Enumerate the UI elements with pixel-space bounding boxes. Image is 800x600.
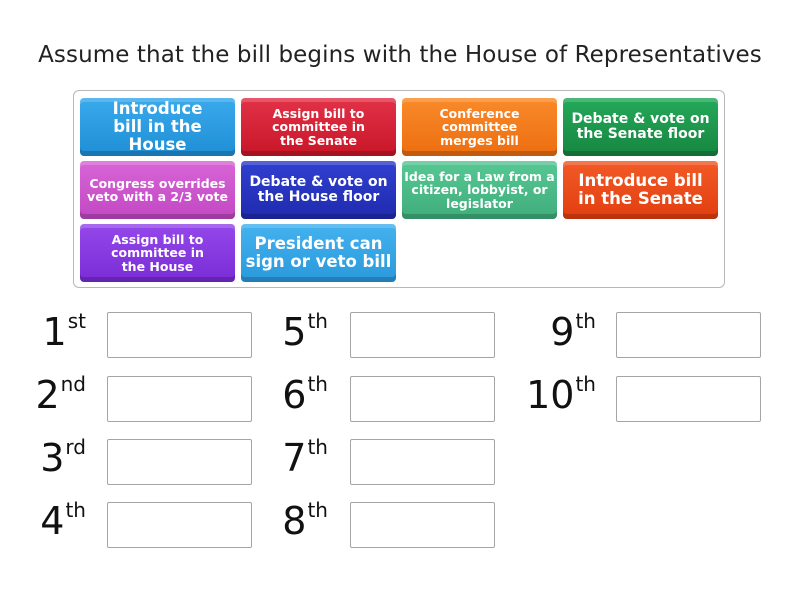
slot-label-1: 1st [42, 309, 86, 354]
slot-label-8: 8th [282, 498, 328, 543]
slot-label-6: 6th [282, 372, 328, 417]
tile-idea-for-law[interactable]: Idea for a Law from a citizen, lobbyist, or legislator [402, 161, 557, 219]
slot-label-3: 3rd [40, 435, 86, 480]
instruction-title: Assume that the bill begins with the House of Representatives [38, 42, 762, 68]
drop-slot-9[interactable] [616, 312, 761, 358]
slot-label-10: 10th [526, 372, 596, 417]
drop-slot-1[interactable] [107, 312, 252, 358]
drop-slot-3[interactable] [107, 439, 252, 485]
tile-tray [73, 90, 725, 288]
tile-congress-overrides-veto[interactable]: Congress overrides veto with a 2/3 vote [80, 161, 235, 219]
slot-label-7: 7th [282, 435, 328, 480]
slot-label-9: 9th [550, 309, 596, 354]
drop-slot-10[interactable] [616, 376, 761, 422]
tile-conference-committee[interactable]: Conference committee merges bill [402, 98, 557, 156]
drop-slot-5[interactable] [350, 312, 495, 358]
tile-assign-committee-senate[interactable]: Assign bill to committee in the Senate [241, 98, 396, 156]
drop-slot-6[interactable] [350, 376, 495, 422]
tile-assign-committee-house[interactable]: Assign bill to committee in the House [80, 224, 235, 282]
tile-debate-house-floor[interactable]: Debate & vote on the House floor [241, 161, 396, 219]
drop-slot-8[interactable] [350, 502, 495, 548]
drop-slot-7[interactable] [350, 439, 495, 485]
tile-debate-senate-floor[interactable]: Debate & vote on the Senate floor [563, 98, 718, 156]
drop-slot-4[interactable] [107, 502, 252, 548]
drop-slot-2[interactable] [107, 376, 252, 422]
slot-label-4: 4th [40, 498, 86, 543]
tile-introduce-bill-senate[interactable]: Introduce bill in the Senate [563, 161, 718, 219]
slot-label-2: 2nd [35, 372, 86, 417]
tile-president-sign-veto[interactable]: President can sign or veto bill [241, 224, 396, 282]
slot-label-5: 5th [282, 309, 328, 354]
tile-introduce-bill-house[interactable]: Introduce bill in the House [80, 98, 235, 156]
